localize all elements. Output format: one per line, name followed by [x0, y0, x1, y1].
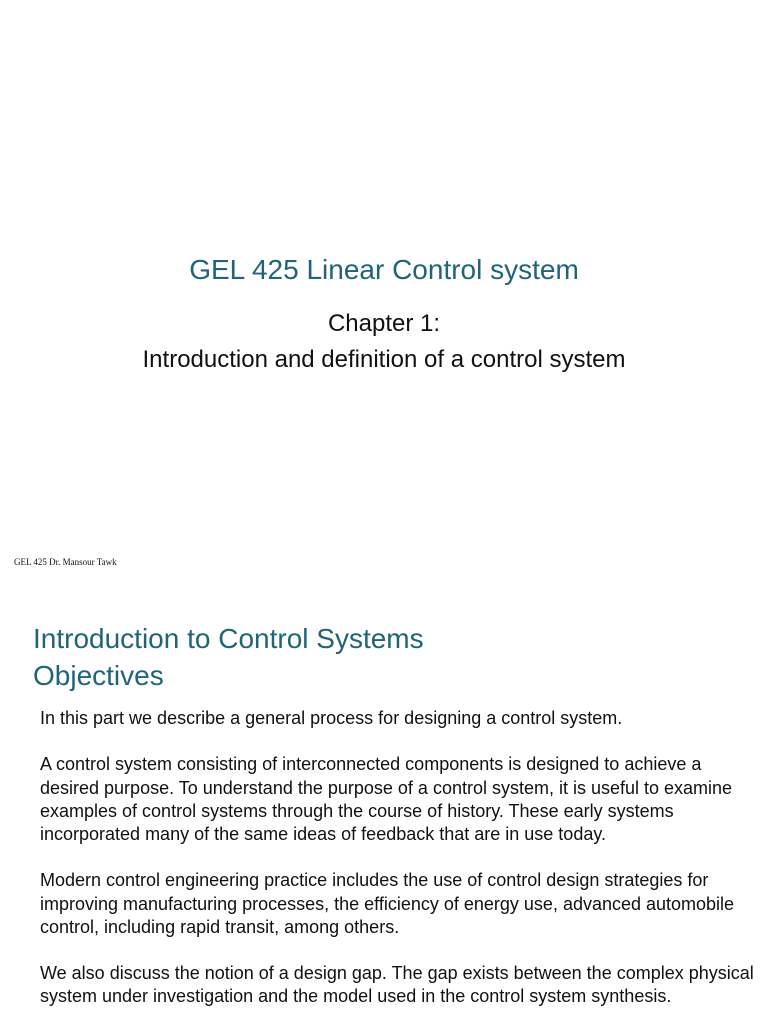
slide-2-body [40, 707, 760, 1024]
subtitle-line-1: Chapter 1: [327, 310, 441, 337]
slide-2-title [33, 620, 424, 694]
slide-1-title: GEL 425 Linear Control system [189, 254, 579, 285]
body-paragraph: A control system consisting of interconnected components is designed to achieve a desired purpose. To understand the purpose of a control system, it is useful to examine examples of control systems through the course of history. These early systems incorporated many of the same ideas of feedback that are in use today. [40, 754, 733, 844]
body-paragraph: We also discuss the notion of a design gap. The gap exists between the complex physical system under investigation and the model used in the control system synthesis. [40, 963, 754, 1007]
subtitle-line-2: Introduction and definition of a control system [142, 346, 626, 373]
slide-1-footer: GEL 425 Dr. Mansour Tawk [14, 557, 117, 567]
title-line-2: Objectives [33, 660, 164, 691]
body-paragraph: Modern control engineering practice includes the use of control design strategies for improving manufacturing processes, the efficiency of energy use, advanced automobile control, including rapid transit, among others. [40, 870, 735, 937]
slide-1-subtitle [0, 306, 768, 378]
body-paragraph: In this part we describe a general process for designing a control system. [40, 708, 623, 728]
title-line-1: Introduction to Control Systems [33, 623, 424, 654]
slide-2 [0, 588, 768, 1024]
